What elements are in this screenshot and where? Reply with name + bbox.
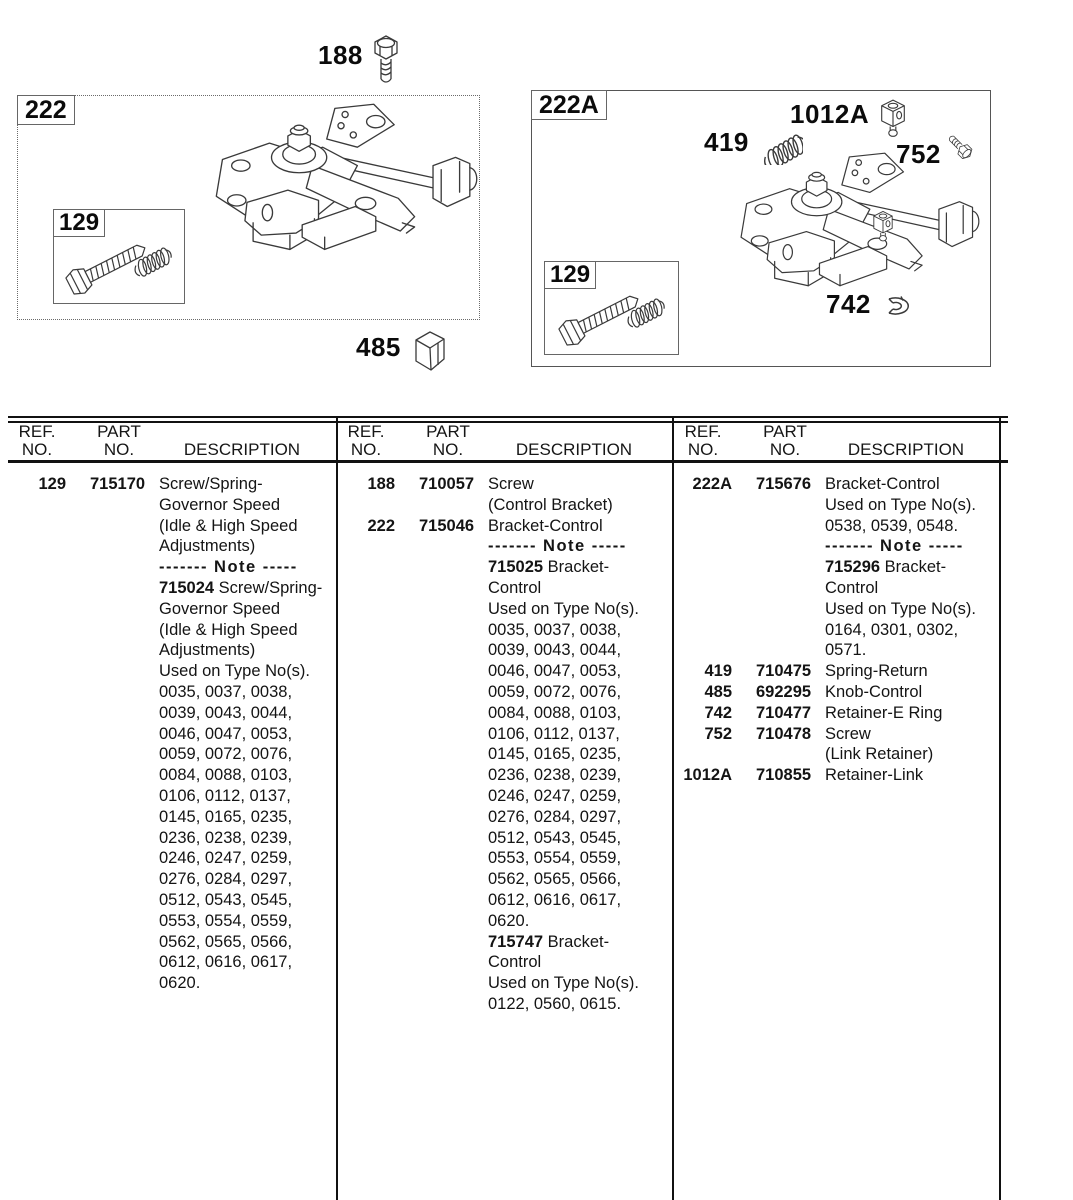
- control-bracket-assembly-drawing: [202, 102, 478, 266]
- part-no-header: PART NO.: [97, 422, 141, 459]
- bolt-and-spring-drawing: [58, 226, 180, 300]
- inset-box-129: [544, 261, 679, 355]
- description: Spring-Return: [825, 662, 928, 681]
- ref-no: 485: [704, 682, 732, 701]
- part-row: [674, 724, 998, 766]
- table-top-rule: [8, 416, 1008, 423]
- control-knob-icon: [409, 328, 449, 374]
- installed-link-retainer-drawing: [870, 209, 896, 243]
- part-row: [337, 516, 671, 1015]
- part-no: 692295: [756, 682, 812, 701]
- ref-no: 222A: [692, 475, 732, 493]
- callout-188-label: 188: [318, 40, 363, 70]
- part-row: [674, 765, 998, 786]
- ref-no: 742: [704, 703, 732, 722]
- callout-742-label: 742: [826, 289, 871, 319]
- e-ring-icon: [879, 293, 913, 319]
- ref-no: 1012A: [683, 766, 732, 785]
- part-no: 715170: [90, 475, 146, 493]
- part-no-header: PART NO.: [426, 422, 470, 459]
- inset-129-label: 129: [53, 209, 105, 237]
- description-header: DESCRIPTION: [515, 440, 633, 459]
- table-right-border: [999, 416, 1001, 1200]
- description: Screw (Control Bracket): [488, 475, 613, 514]
- part-no: 715676: [756, 475, 812, 493]
- part-row: [674, 703, 998, 724]
- part-no: 710057: [419, 475, 475, 493]
- ref-no: 752: [704, 724, 732, 743]
- ref-no-header: REF. NO.: [18, 422, 56, 459]
- part-no-header: PART NO.: [763, 422, 807, 459]
- part-row: [674, 474, 998, 661]
- ref-no: 188: [367, 475, 395, 493]
- callout-752-label: 752: [896, 139, 941, 169]
- table-header-col3: [674, 423, 998, 459]
- description: Retainer-Link: [825, 766, 924, 785]
- description: Bracket-Control ------- Note ----- 715025 Bracket- Control Used on Type No(s). 0035, 0037, 0038, 0039, 0043, 0044, 0046, 0047, 0053, 0059, 0072, 0076, 0084, 0088, 0103, 0106, 0112, 0137, 0145, 0165, 0235, 0236, 0238, 0239, 0246, 0247, 0259, 0276, 0284, 0297, 0512, 0543, 0545, 0553, 0554, 0559, 0562, 0565, 0566, 0612, 0616, 0617, 0620. 715747 Bracket- Control Used on Type No(s). 0122, 0560, 0615.: [488, 516, 640, 1013]
- table-header-col1: [8, 423, 336, 459]
- description: Bracket-Control Used on Type No(s). 0538, 0539, 0548. ------- Note ----- 715296 Bracket- Control Used on Type No(s). 0164, 0301, 0302, 0571.: [825, 475, 977, 660]
- callout-419-label: 419: [704, 127, 749, 157]
- inset-129-label: 129: [544, 261, 596, 289]
- bolt-and-spring-drawing: [550, 277, 674, 351]
- part-row: [8, 474, 336, 994]
- description: Retainer-E Ring: [825, 703, 943, 722]
- description-header: DESCRIPTION: [847, 440, 965, 459]
- ref-no: 129: [38, 475, 66, 493]
- callout-188: [318, 42, 401, 88]
- part-no: 715046: [419, 516, 475, 535]
- description-header: DESCRIPTION: [183, 440, 301, 459]
- part-no: 710477: [756, 703, 812, 722]
- part-row: [674, 682, 998, 703]
- callout-742: [826, 291, 913, 319]
- diagram-box-222: [17, 95, 480, 320]
- callout-1012a: [790, 101, 909, 139]
- ref-no-header: REF. NO.: [347, 422, 385, 459]
- ref-no: 419: [704, 662, 732, 681]
- parts-list-col1: [8, 474, 336, 994]
- link-retainer-icon: [877, 97, 909, 139]
- description: Screw/Spring- Governor Speed (Idle & High Speed Adjustments) ------- Note ----- 715024 Screw/Spring- Governor Speed (Idle & High Speed Adjustments) Used on Type No(s). 0035, 0037, 0038, 0039, 0043, 0044, 0046, 0047, 0053, 0059, 0072, 0076, 0084, 0088, 0103, 0106, 0112, 0137, 0145, 0165, 0235, 0236, 0238, 0239, 0246, 0247, 0259, 0276, 0284, 0297, 0512, 0543, 0545, 0553, 0554, 0559, 0562, 0565, 0566, 0612, 0616, 0617, 0620.: [159, 475, 323, 993]
- diagram-box-222a: [531, 90, 991, 367]
- ref-no-header: REF. NO.: [684, 422, 722, 459]
- parts-list-col3: [674, 474, 998, 786]
- control-bracket-assembly-drawing: [728, 151, 980, 301]
- callout-1012a-label: 1012A: [790, 99, 870, 129]
- box-222a-label: 222A: [531, 90, 607, 120]
- parts-list-col2: [337, 474, 671, 1015]
- part-no: 710478: [756, 724, 812, 743]
- callout-485: [356, 334, 449, 374]
- part-no: 710475: [756, 662, 812, 681]
- table-header-col2: [337, 423, 671, 459]
- callout-485-label: 485: [356, 332, 401, 362]
- box-222-label: 222: [17, 95, 75, 125]
- hex-bolt-icon: [371, 34, 401, 88]
- description: Screw (Link Retainer): [825, 724, 934, 764]
- inset-box-129: [53, 209, 185, 304]
- ref-no: 222: [367, 516, 395, 535]
- description: Knob-Control: [825, 682, 923, 701]
- table-header-rule: [8, 460, 1008, 463]
- part-row: [337, 474, 671, 516]
- part-no: 710855: [756, 766, 812, 785]
- part-row: [674, 661, 998, 682]
